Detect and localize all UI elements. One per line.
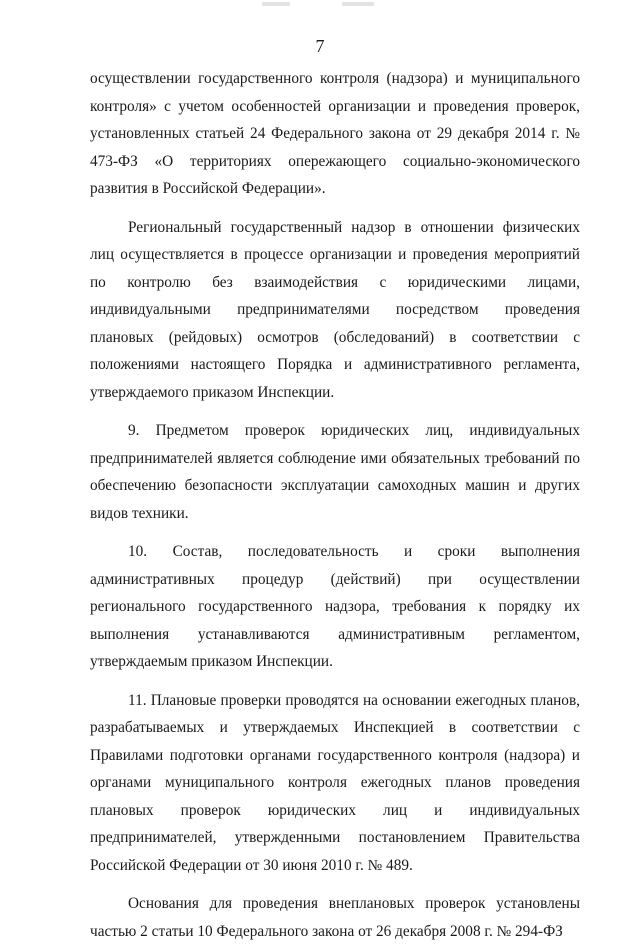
- document-body: [90, 65, 580, 945]
- paragraph-unscheduled-inspections: Основания для проведения внеплановых проверок установлены частью 2 статьи 10 Федерального закона от 26 декабря 2008 г. № 294-ФЗ: [90, 895, 580, 940]
- paragraph-item-11: 11. Плановые проверки проводятся на основании ежегодных планов, разрабатываемых и утверждаемых Инспекцией в соответствии с Правилами подготовки органами государственного контроля (надзора) и органами муниципального контроля ежегодных планов проведения плановых проверок юридических лиц и индивидуальных предпринимателей, утвержденными постановлением Правительства Российской Федерации от 30 июня 2010 г. № 489.: [90, 691, 580, 874]
- paragraph-item-9: 9. Предметом проверок юридических лиц, индивидуальных предпринимателей является соблюдение ими обязательных требований по обеспечению безопасности эксплуатации самоходных машин и других видов техники.: [90, 422, 580, 522]
- paragraph-continuation: осуществлении государственного контроля (надзора) и муниципального контроля» с учетом особенностей организации и проведения проверок, установленных статьей 24 Федерального закона от 29 декабря 2014 г. № 473-ФЗ «О территориях опережающего социально-экономического развития в Российской Федерации».: [90, 70, 580, 197]
- page-number: 7: [315, 36, 325, 56]
- paragraph-regional-supervision: Региональный государственный надзор в отношении физических лиц осуществляется в процессе организации и проведения мероприятий по контролю без взаимодействия с юридическими лицами, индивидуальными предпринимателями посредством проведения плановых (рейдовых) осмотров (обследований) в соответствии с положениями настоящего Порядка и административного регламента, утверждаемого приказом Инспекции.: [90, 218, 580, 401]
- scan-artifact: [342, 2, 374, 6]
- scan-artifact: [262, 2, 290, 6]
- paragraph-item-10: 10. Состав, последовательность и сроки выполнения административных процедур (действий) при осуществлении регионального государственного надзора, требования к порядку их выполнения устанавливаются административным регламентом, утверждаемым приказом Инспекции.: [90, 543, 580, 670]
